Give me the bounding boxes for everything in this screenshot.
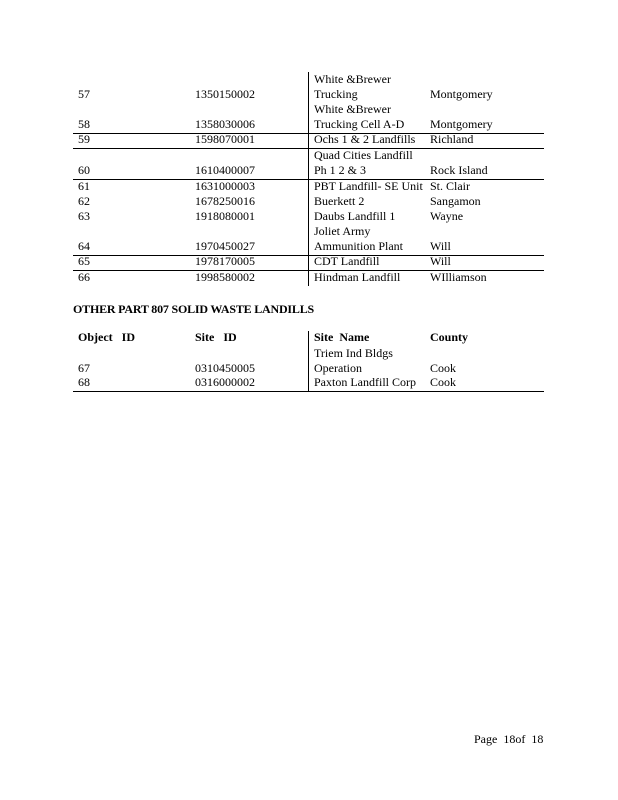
object-id-cell: 64	[78, 239, 90, 253]
site-id-cell: 1350150002	[195, 87, 255, 101]
table-row	[73, 149, 544, 180]
other-landfills-table	[73, 331, 544, 392]
table-row	[73, 225, 544, 256]
county-cell: Will	[430, 254, 451, 268]
site-name-cell: Buerkett 2	[314, 194, 365, 208]
object-id-cell: 61	[78, 179, 90, 193]
county-cell: Wayne	[430, 209, 464, 223]
site-name-cell: Hindman Landfill	[314, 270, 401, 284]
site-name-text: Joliet Army Ammunition Plant	[314, 224, 404, 253]
table-row	[73, 103, 544, 134]
object-id-cell: 63	[78, 209, 90, 223]
county-cell: WIlliamson	[430, 270, 487, 284]
site-name-cell: CDT Landfill	[314, 254, 380, 268]
page-number: Page 18of 18	[474, 732, 544, 746]
object-id-cell: 60	[78, 163, 90, 177]
object-id-cell: 65	[78, 254, 90, 268]
county-cell: Will	[430, 239, 451, 253]
site-name-cell	[314, 72, 391, 102]
site-name-cell	[314, 148, 413, 178]
site-name-cell: Daubs Landfill 1	[314, 209, 396, 223]
site-id-cell: 0310450005	[195, 361, 255, 375]
table-row	[73, 346, 544, 377]
county-cell: Cook	[430, 361, 457, 375]
site-name-text: White &Brewer Trucking Cell A-D	[314, 102, 405, 131]
site-id-cell: 1978170005	[195, 254, 255, 268]
site-id-cell: 1970450027	[195, 239, 255, 253]
site-name-cell: Ochs 1 & 2 Landfills	[314, 132, 416, 146]
site-name-cell: Paxton Landfill Corp	[314, 375, 416, 389]
object-id-cell: 66	[78, 270, 90, 284]
county-cell: Richland	[430, 132, 474, 146]
site-id-cell: 0316000002	[195, 375, 255, 389]
site-id-cell: 1610400007	[195, 163, 255, 177]
table-row	[73, 271, 544, 286]
object-id-cell: 67	[78, 361, 90, 375]
site-id-cell: 1598070001	[195, 132, 255, 146]
site-id-cell: 1678250016	[195, 194, 255, 208]
site-name-cell	[314, 346, 393, 376]
table-header-row	[73, 331, 544, 346]
site-id-cell: 1998580002	[195, 270, 255, 284]
county-cell: Montgomery	[430, 117, 493, 131]
county-cell: Sangamon	[430, 194, 481, 208]
site-name-cell	[314, 102, 404, 132]
object-id-cell: 58	[78, 117, 90, 131]
site-name-cell: PBT Landfill- SE Unit	[314, 179, 423, 193]
table-row	[73, 195, 544, 210]
object-id-cell: 59	[78, 132, 90, 146]
table-row	[73, 210, 544, 225]
object-id-cell: 57	[78, 87, 90, 101]
table-row	[73, 256, 544, 271]
table-row	[73, 377, 544, 392]
table-row	[73, 180, 544, 195]
site-id-cell: 1918080001	[195, 209, 255, 223]
site-name-text: Triem Ind Bldgs Operation	[314, 346, 393, 375]
column-header-site-id: Site ID	[195, 330, 237, 344]
column-header-site-name: Site Name	[314, 330, 370, 344]
object-id-cell: 68	[78, 375, 90, 389]
site-name-cell	[314, 224, 403, 254]
site-id-cell: 1631000003	[195, 179, 255, 193]
county-cell: Rock Island	[430, 163, 488, 177]
column-header-county: County	[430, 330, 469, 344]
county-cell: Montgomery	[430, 87, 493, 101]
landfill-table-continued	[73, 72, 544, 286]
county-cell: St. Clair	[430, 179, 471, 193]
section-heading: OTHER PART 807 SOLID WASTE LANDILLS	[73, 302, 314, 316]
site-id-cell: 1358030006	[195, 117, 255, 131]
object-id-cell: 62	[78, 194, 90, 208]
site-name-text: White &Brewer Trucking	[314, 72, 391, 101]
site-name-text: Quad Cities Landfill Ph 1 2 & 3	[314, 148, 413, 177]
column-header-object-id: Object ID	[78, 330, 135, 344]
table-row	[73, 72, 544, 103]
county-cell: Cook	[430, 375, 457, 389]
table-row	[73, 134, 544, 149]
